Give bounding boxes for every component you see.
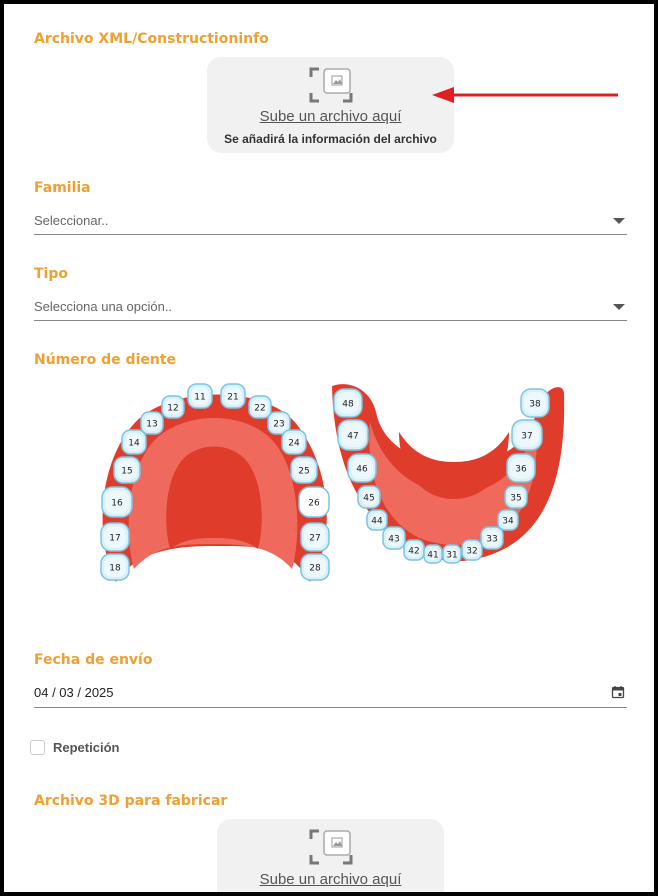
- tooth-label: 28: [309, 563, 321, 574]
- tooth-label: 21: [227, 392, 239, 403]
- tooth-37[interactable]: [512, 420, 542, 450]
- fecha-date-value: 04 / 03 / 2025: [34, 685, 114, 700]
- tooth-22[interactable]: [249, 396, 271, 418]
- tooth-42[interactable]: [404, 540, 424, 560]
- tooth-label: 15: [121, 466, 133, 477]
- tooth-11[interactable]: [188, 384, 212, 408]
- tooth-16[interactable]: [102, 487, 132, 517]
- xml-upload-link[interactable]: Sube un archivo aquí: [259, 108, 402, 125]
- tooth-label: 22: [254, 403, 266, 414]
- tooth-35[interactable]: [505, 486, 527, 508]
- tooth-label: 48: [342, 399, 354, 410]
- tooth-label: 11: [194, 392, 206, 403]
- tooth-25[interactable]: [291, 457, 317, 483]
- tooth-label: 13: [146, 419, 158, 430]
- familia-select-value: Seleccionar..: [34, 213, 109, 228]
- tooth-14[interactable]: [122, 430, 146, 454]
- tooth-label: 41: [427, 550, 439, 561]
- tooth-label: 34: [502, 516, 514, 527]
- dientes-section-title: Número de diente: [34, 352, 177, 368]
- repeticion-label[interactable]: Repetición: [53, 740, 120, 755]
- archivo3d-upload-dropzone[interactable]: [217, 819, 444, 892]
- tooth-36[interactable]: [507, 454, 535, 482]
- familia-section-title: Familia: [34, 180, 91, 196]
- tooth-24[interactable]: [282, 430, 306, 454]
- tooth-34[interactable]: [498, 510, 518, 530]
- chevron-down-icon: [613, 218, 625, 224]
- form-panel: [4, 4, 654, 892]
- tooth-28[interactable]: [301, 554, 329, 580]
- archivo3d-section-title: Archivo 3D para fabricar: [34, 793, 228, 809]
- tooth-label: 38: [529, 399, 541, 410]
- tooth-47[interactable]: [338, 420, 368, 450]
- tooth-label: 32: [466, 546, 478, 557]
- familia-select[interactable]: [34, 209, 627, 235]
- tooth-label: 37: [521, 431, 533, 442]
- tooth-label: 27: [309, 533, 321, 544]
- tooth-label: 44: [371, 516, 383, 527]
- tooth-12[interactable]: [162, 396, 184, 418]
- chevron-down-icon: [613, 304, 625, 310]
- tooth-label: 46: [356, 464, 368, 475]
- archivo3d-upload-link[interactable]: Sube un archivo aquí: [259, 871, 402, 888]
- tooth-26[interactable]: [299, 487, 329, 517]
- tooth-label: 12: [167, 403, 179, 414]
- tooth-label: 33: [486, 534, 498, 545]
- tooth-label: 43: [388, 534, 400, 545]
- tooth-18[interactable]: [101, 554, 129, 580]
- tooth-label: 47: [347, 431, 359, 442]
- fecha-section-title: Fecha de envío: [34, 652, 153, 668]
- tooth-label: 16: [111, 498, 123, 509]
- tooth-15[interactable]: [114, 457, 140, 483]
- xml-upload-dropzone[interactable]: [207, 57, 454, 153]
- tooth-32[interactable]: [462, 540, 482, 560]
- red-arrow-icon: [430, 85, 620, 105]
- tooth-label: 36: [515, 464, 527, 475]
- tooth-label: 24: [288, 438, 300, 449]
- xml-upload-hint: Se añadirá la información del archivo: [224, 132, 437, 146]
- tooth-13[interactable]: [141, 412, 163, 434]
- tooth-label: 45: [363, 493, 375, 504]
- tooth-label: 26: [308, 498, 320, 509]
- tooth-label: 18: [109, 563, 121, 574]
- tooth-45[interactable]: [358, 486, 380, 508]
- tooth-21[interactable]: [221, 384, 245, 408]
- tooth-label: 14: [128, 438, 140, 449]
- tooth-label: 17: [109, 533, 121, 544]
- tooth-43[interactable]: [383, 527, 405, 549]
- tipo-select[interactable]: [34, 295, 627, 321]
- tooth-31[interactable]: [443, 545, 461, 563]
- tooth-33[interactable]: [481, 527, 503, 549]
- tooth-44[interactable]: [367, 510, 387, 530]
- tooth-17[interactable]: [101, 523, 129, 551]
- tooth-48[interactable]: [334, 389, 362, 417]
- tooth-label: 42: [408, 546, 420, 557]
- tooth-27[interactable]: [301, 523, 329, 551]
- tooth-41[interactable]: [424, 545, 442, 563]
- tooth-label: 25: [298, 466, 310, 477]
- xml-section-title: Archivo XML/Constructioninfo: [34, 31, 269, 47]
- tooth-label: 35: [510, 493, 522, 504]
- tooth-46[interactable]: [348, 454, 376, 482]
- tooth-chart: [4, 374, 654, 589]
- upload-icon: [309, 829, 353, 865]
- calendar-icon[interactable]: [611, 685, 625, 699]
- tooth-label: 31: [446, 550, 458, 561]
- tooth-38[interactable]: [521, 389, 549, 417]
- repeticion-checkbox[interactable]: [30, 740, 45, 755]
- tipo-select-value: Selecciona una opción..: [34, 299, 173, 314]
- tooth-label: 23: [273, 419, 285, 430]
- tipo-section-title: Tipo: [34, 266, 68, 282]
- upload-icon: [309, 67, 353, 103]
- fecha-date-input[interactable]: [34, 678, 627, 708]
